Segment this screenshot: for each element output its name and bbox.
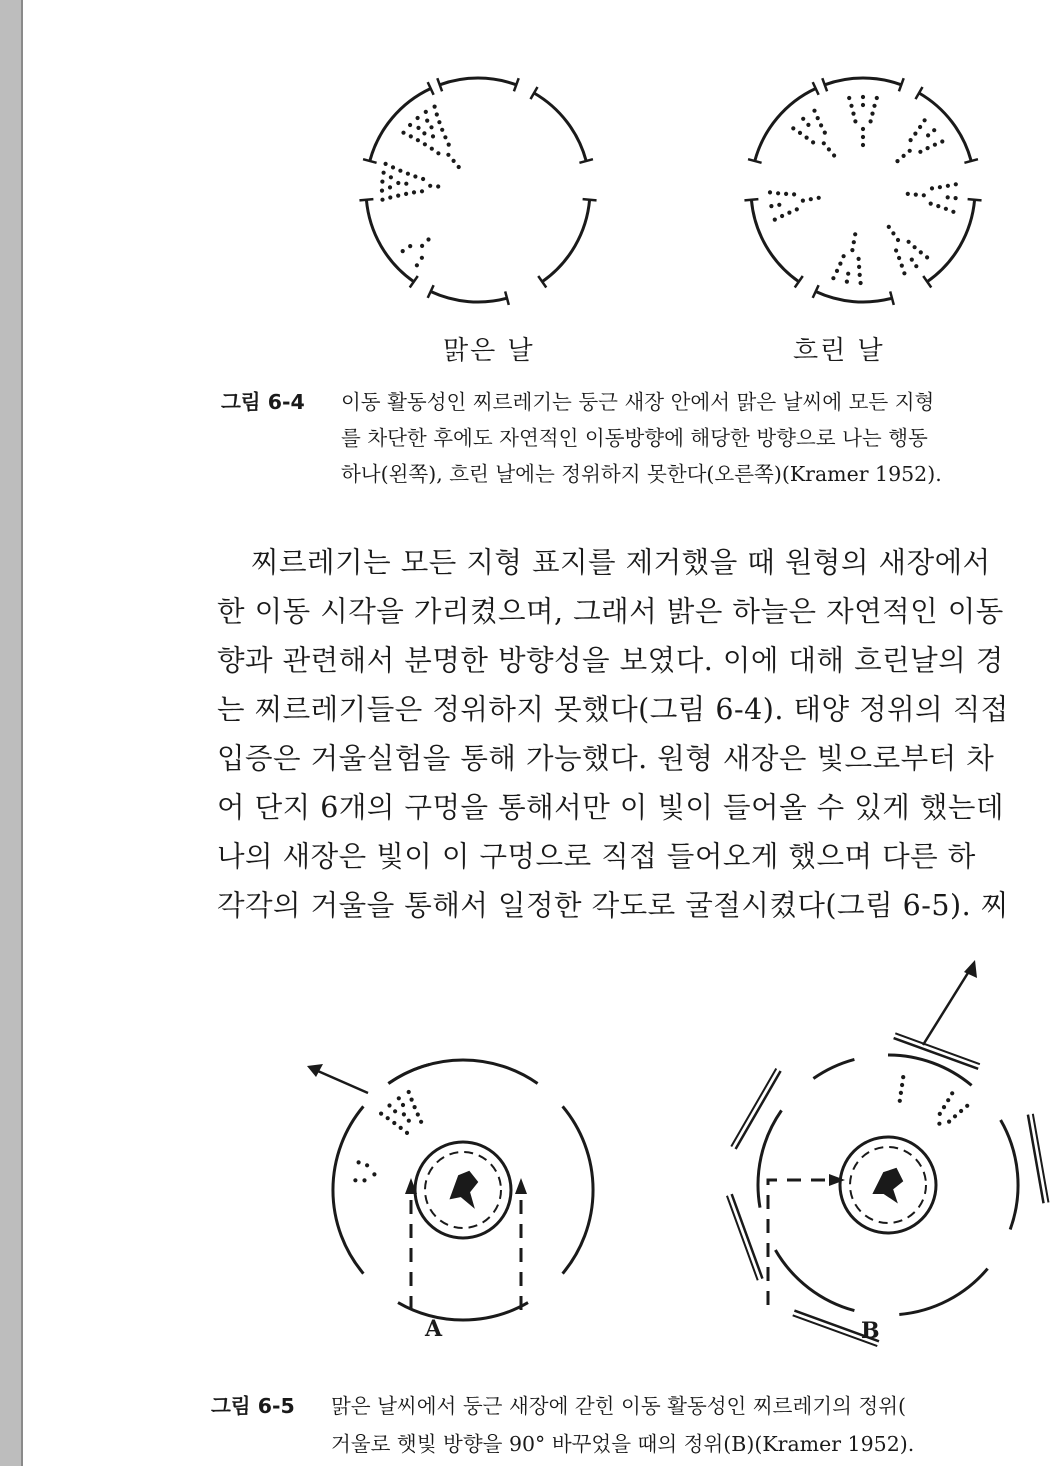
flight-dot bbox=[900, 264, 904, 268]
arrow-head bbox=[515, 1178, 527, 1194]
flight-dot bbox=[861, 143, 865, 147]
figure-6-4-label-cloudy: 흐린 날 bbox=[793, 336, 885, 366]
figure-6-5-caption-line-1: 맑은 날씨에서 둥근 새장에 갇힌 이동 활동성인 찌르레기의 정위( bbox=[331, 1394, 907, 1418]
flight-dot bbox=[380, 180, 384, 184]
flight-dot bbox=[942, 1105, 946, 1109]
flight-dot bbox=[816, 116, 820, 120]
flight-dot bbox=[773, 218, 777, 222]
body-text-line-4: 는 찌르레기들은 정위하지 못했다(그림 6-4). 태양 정위의 직접 bbox=[217, 693, 1009, 726]
flight-dot bbox=[901, 1075, 905, 1079]
flight-dot bbox=[388, 185, 392, 189]
flight-dot bbox=[420, 244, 424, 248]
cage-wall-segment-tick bbox=[579, 159, 593, 163]
flight-dot bbox=[851, 112, 855, 116]
outer-cage-arc bbox=[563, 1106, 593, 1273]
figure-6-5-caption-number: 그림 6-5 bbox=[211, 1394, 295, 1418]
cage-wall-segment bbox=[825, 78, 902, 85]
flight-dot bbox=[914, 264, 918, 268]
arrow-head bbox=[307, 1064, 323, 1077]
cage-wall-segment-tick bbox=[744, 199, 758, 200]
cage-wall-segment-tick bbox=[968, 199, 982, 200]
flight-dot bbox=[365, 1163, 369, 1167]
flight-dot bbox=[919, 250, 923, 254]
cage-wall-segment bbox=[440, 78, 517, 85]
flight-dot bbox=[407, 1090, 411, 1094]
flight-dot bbox=[406, 172, 410, 176]
flight-dot bbox=[388, 195, 392, 199]
flight-dot bbox=[380, 198, 384, 202]
flight-dot bbox=[946, 184, 950, 188]
body-text-line-1: 찌르레기는 모든 지형 표지를 제거했을 때 원형의 새장에서 bbox=[251, 546, 991, 579]
flight-dot bbox=[806, 123, 810, 127]
flight-dot bbox=[853, 119, 857, 123]
flight-dot bbox=[875, 96, 879, 100]
flight-dot bbox=[413, 174, 417, 178]
mirror bbox=[727, 1196, 758, 1281]
cage-wall-segment bbox=[370, 89, 431, 162]
flight-dot bbox=[386, 1116, 390, 1120]
flight-dot bbox=[413, 1105, 417, 1109]
flight-dot bbox=[817, 196, 821, 200]
cage-wall-segment-tick bbox=[505, 291, 509, 305]
flight-dot bbox=[396, 181, 400, 185]
cage-wall-segment bbox=[927, 200, 974, 282]
outer-cage-arc bbox=[388, 1064, 429, 1083]
flight-dot bbox=[408, 123, 412, 127]
flight-dot bbox=[891, 231, 895, 235]
flight-dot bbox=[913, 132, 917, 136]
cage-wall-segment bbox=[366, 200, 413, 282]
flight-dot bbox=[407, 1119, 411, 1123]
flight-dot bbox=[842, 254, 846, 258]
flight-dot bbox=[908, 149, 912, 153]
flight-dot bbox=[399, 1126, 403, 1130]
mirror bbox=[895, 1033, 980, 1064]
flight-dot bbox=[396, 194, 400, 198]
cage-wall-segment-tick bbox=[923, 276, 931, 287]
flight-dot bbox=[932, 128, 936, 132]
flight-dot bbox=[811, 140, 815, 144]
flight-dot bbox=[918, 125, 922, 129]
flight-dot bbox=[938, 185, 942, 189]
flight-dot bbox=[918, 150, 922, 154]
flight-dot bbox=[380, 189, 384, 193]
flight-dot bbox=[937, 1122, 941, 1126]
flight-dot bbox=[809, 197, 813, 201]
cage-wall-segment bbox=[542, 200, 589, 282]
flight-dot bbox=[902, 271, 906, 275]
cage-wall-segment-tick bbox=[359, 199, 373, 200]
flight-dot bbox=[784, 192, 788, 196]
flight-dot bbox=[850, 248, 854, 252]
flight-dot bbox=[446, 153, 450, 157]
cage-wall-segment bbox=[751, 200, 798, 282]
figure-6-4-caption-number: 그림 6-4 bbox=[221, 390, 305, 414]
flight-dot bbox=[404, 182, 408, 186]
flight-dot bbox=[846, 272, 850, 276]
figure-6-5-label-a: A bbox=[425, 1316, 443, 1342]
flight-dot bbox=[861, 95, 865, 99]
flight-dot bbox=[384, 162, 388, 166]
flight-dot bbox=[858, 273, 862, 277]
flight-dot bbox=[447, 143, 451, 147]
flight-dot bbox=[936, 204, 940, 208]
cage-wall-segment-tick bbox=[964, 159, 978, 163]
flight-dot bbox=[887, 225, 891, 229]
flight-dot bbox=[838, 262, 842, 266]
flight-dot bbox=[897, 256, 901, 260]
flight-dot bbox=[947, 1120, 951, 1124]
flight-dot bbox=[853, 232, 857, 236]
figure-6-4-caption-line-1: 이동 활동성인 찌르레기는 둥근 새장 안에서 맑은 날씨에 모든 지형 bbox=[341, 390, 935, 414]
flight-dot bbox=[389, 175, 393, 179]
flight-dot bbox=[362, 1178, 366, 1182]
flight-dot bbox=[408, 244, 412, 248]
body-text-line-7: 나의 새장은 빛이 이 구멍으로 직접 들어오게 했으며 다른 하 bbox=[217, 840, 976, 873]
flight-dot bbox=[401, 131, 405, 135]
flight-dot bbox=[398, 169, 402, 173]
flight-dot bbox=[433, 105, 437, 109]
flight-dot bbox=[933, 143, 937, 147]
flight-dot bbox=[372, 1172, 376, 1176]
cage-a-direct-light bbox=[307, 1060, 593, 1320]
cage-wall-segment-tick bbox=[410, 276, 418, 287]
flight-dot bbox=[416, 126, 420, 130]
cage-b-mirror-light bbox=[727, 960, 1049, 1346]
flight-dot bbox=[401, 249, 405, 253]
flight-dot bbox=[900, 1083, 904, 1087]
cage-wall-segment-tick bbox=[583, 199, 597, 200]
flight-dot bbox=[913, 245, 917, 249]
flight-dot bbox=[780, 214, 784, 218]
outer-cage-arc bbox=[813, 1059, 854, 1078]
flight-dot bbox=[812, 109, 816, 113]
flight-dot bbox=[959, 1109, 963, 1113]
cage-wall-segment bbox=[534, 93, 586, 161]
flight-dot bbox=[404, 192, 408, 196]
outer-cage-arc bbox=[775, 1250, 854, 1311]
flight-dot bbox=[421, 177, 425, 181]
body-text-line-5: 입증은 거울실험을 통해 가능했다. 원형 새장은 빛으로부터 차 bbox=[217, 742, 995, 775]
flight-dot bbox=[382, 171, 386, 175]
figure-6-5-diagram bbox=[263, 960, 1060, 1320]
flight-dot bbox=[909, 138, 913, 142]
outer-cage-arc bbox=[899, 1269, 987, 1315]
flight-dot bbox=[776, 191, 780, 195]
flight-dot bbox=[443, 135, 447, 139]
flight-dot bbox=[930, 186, 934, 190]
flight-dot bbox=[827, 147, 831, 151]
flight-dot bbox=[870, 112, 874, 116]
flight-dot bbox=[402, 1112, 406, 1116]
cage-wall-segment-tick bbox=[748, 159, 762, 163]
flight-dot bbox=[946, 195, 950, 199]
cage-wall-segment-tick bbox=[890, 291, 894, 305]
flight-dot bbox=[852, 240, 856, 244]
flight-dot bbox=[938, 1112, 942, 1116]
figure-6-4-diagram bbox=[353, 70, 1060, 330]
outer-cage-arc bbox=[758, 1110, 781, 1207]
cloudy-day-cage bbox=[744, 78, 981, 305]
flight-dot bbox=[801, 199, 805, 203]
cage-wall-segment-tick bbox=[795, 276, 803, 287]
flight-dot bbox=[954, 182, 958, 186]
flight-dot bbox=[954, 196, 958, 200]
flight-dot bbox=[922, 193, 926, 197]
flight-dot bbox=[415, 263, 419, 267]
flight-dot bbox=[410, 1098, 414, 1102]
book-page bbox=[23, 0, 1060, 1466]
flight-dot bbox=[944, 207, 948, 211]
flight-dot bbox=[906, 192, 910, 196]
flight-dot bbox=[965, 1104, 969, 1108]
cage-wall-segment-tick bbox=[538, 276, 546, 287]
body-text-line-3: 향과 관련해서 분명한 방향성을 보였다. 이에 대해 흐린날의 경 bbox=[217, 644, 1004, 677]
bird-silhouette bbox=[874, 1169, 902, 1201]
flight-dot bbox=[795, 207, 799, 211]
bird-silhouette bbox=[451, 1172, 477, 1206]
flight-dot bbox=[805, 136, 809, 140]
flight-dot bbox=[823, 131, 827, 135]
outer-cage-arc bbox=[888, 1055, 972, 1085]
flight-dot bbox=[861, 103, 865, 107]
arrow-head bbox=[829, 1174, 845, 1186]
cage-wall-segment bbox=[816, 292, 892, 303]
body-text-line-6: 어 단지 6개의 구멍을 통해서만 이 빛이 들어올 수 있게 했는데 bbox=[217, 791, 1004, 824]
flight-dot bbox=[857, 265, 861, 269]
flight-dot bbox=[353, 1178, 357, 1182]
flight-dot bbox=[907, 240, 911, 244]
flight-dot bbox=[791, 126, 795, 130]
flight-dot bbox=[436, 184, 440, 188]
flight-dot bbox=[899, 1091, 903, 1095]
flight-dot bbox=[951, 210, 955, 214]
flight-dot bbox=[437, 120, 441, 124]
flight-dot bbox=[859, 281, 863, 285]
figure-6-4-caption-line-2: 를 차단한 후에도 자연적인 이동방향에 해당한 방향으로 나는 행동 bbox=[341, 426, 928, 450]
flight-dot bbox=[929, 202, 933, 206]
flight-dot bbox=[835, 269, 839, 273]
flight-dot bbox=[953, 1114, 957, 1118]
flight-dot bbox=[452, 159, 456, 163]
outer-cage-arc bbox=[1001, 1120, 1018, 1230]
flight-dot bbox=[857, 257, 861, 261]
flight-dot bbox=[926, 146, 930, 150]
flight-dot bbox=[926, 133, 930, 137]
flight-dot bbox=[769, 204, 773, 208]
flight-dot bbox=[357, 1160, 361, 1164]
figure-6-5-caption-line-2: 거울로 햇빛 방향을 90° 바꾸었을 때의 정위(B)(Kramer 1952). bbox=[331, 1432, 915, 1456]
flight-dot bbox=[428, 184, 432, 188]
mirror bbox=[736, 1071, 781, 1149]
flight-dot bbox=[869, 119, 873, 123]
flight-dot bbox=[801, 117, 805, 121]
flight-dot bbox=[431, 134, 435, 138]
mirror bbox=[732, 1194, 763, 1279]
flight-dot bbox=[861, 135, 865, 139]
flight-dot bbox=[435, 112, 439, 116]
flight-direction-arrow bbox=[923, 968, 971, 1045]
flight-dot bbox=[925, 255, 929, 259]
outer-cage-arc bbox=[333, 1106, 363, 1273]
flight-dot bbox=[940, 139, 944, 143]
body-text-line-2: 한 이동 시각을 가리켰으며, 그래서 밝은 하늘은 자연적인 이동 bbox=[217, 595, 1004, 628]
flight-dot bbox=[426, 237, 430, 241]
light-ray-dashed bbox=[768, 1180, 833, 1305]
flight-dot bbox=[872, 104, 876, 108]
figure-6-5-label-b: B bbox=[861, 1318, 880, 1344]
flight-dot bbox=[845, 280, 849, 284]
flight-dot bbox=[457, 165, 461, 169]
flight-dot bbox=[777, 203, 781, 207]
cage-wall-segment bbox=[431, 292, 507, 303]
flight-dot bbox=[412, 190, 416, 194]
flight-dot bbox=[392, 1121, 396, 1125]
flight-dot bbox=[422, 131, 426, 135]
flight-dot bbox=[861, 127, 865, 131]
flight-dot bbox=[849, 104, 853, 108]
sunny-day-cage bbox=[359, 78, 596, 305]
flight-dot bbox=[391, 165, 395, 169]
cage-wall-segment-tick bbox=[363, 159, 377, 163]
flight-dot bbox=[822, 141, 826, 145]
flight-dot bbox=[950, 1091, 954, 1095]
flight-dot bbox=[436, 151, 440, 155]
figure-6-4-caption-line-3: 하나(왼쪽), 흐린 날에는 정위하지 못한다(오른쪽)(Kramer 1952). bbox=[341, 462, 942, 486]
flight-dot bbox=[847, 96, 851, 100]
flight-dot bbox=[798, 131, 802, 135]
figure-6-4-label-sunny: 맑은 날 bbox=[443, 336, 535, 366]
flight-dot bbox=[429, 125, 433, 129]
flight-dot bbox=[401, 1103, 405, 1107]
flight-dot bbox=[923, 118, 927, 122]
flight-dot bbox=[896, 238, 900, 242]
flight-dot bbox=[405, 1131, 409, 1135]
flight-dot bbox=[419, 1120, 423, 1124]
flight-dot bbox=[831, 276, 835, 280]
flight-dot bbox=[409, 134, 413, 138]
flight-dot bbox=[768, 190, 772, 194]
flight-dot bbox=[914, 193, 918, 197]
flight-dot bbox=[910, 258, 914, 262]
flight-dot bbox=[902, 154, 906, 158]
flight-dot bbox=[792, 192, 796, 196]
flight-dot bbox=[898, 1099, 902, 1103]
flight-dot bbox=[416, 1112, 420, 1116]
flight-dot bbox=[430, 147, 434, 151]
flight-dot bbox=[832, 153, 836, 157]
flight-dot bbox=[424, 110, 428, 114]
flight-dot bbox=[946, 1098, 950, 1102]
flight-dot bbox=[393, 1109, 397, 1113]
flight-dot bbox=[819, 123, 823, 127]
flight-dot bbox=[895, 159, 899, 163]
flight-dot bbox=[787, 211, 791, 215]
flight-dot bbox=[416, 116, 420, 120]
cage-wall-segment bbox=[919, 93, 971, 161]
outer-cage-arc bbox=[398, 1303, 528, 1320]
flight-dot bbox=[397, 1096, 401, 1100]
left-margin-bar bbox=[0, 0, 23, 1466]
flight-dot bbox=[420, 256, 424, 260]
body-text-line-8: 각각의 거울을 통해서 일정한 각도로 굴절시켰다(그림 6-5). 찌 bbox=[217, 889, 1009, 922]
flight-dot bbox=[423, 142, 427, 146]
flight-dot bbox=[387, 1103, 391, 1107]
flight-dot bbox=[425, 119, 429, 123]
flight-dot bbox=[416, 138, 420, 142]
flight-dot bbox=[420, 189, 424, 193]
flight-dot bbox=[379, 1112, 383, 1116]
flight-dot bbox=[440, 128, 444, 132]
flight-direction-arrow bbox=[311, 1068, 368, 1093]
flight-dot bbox=[894, 248, 898, 252]
